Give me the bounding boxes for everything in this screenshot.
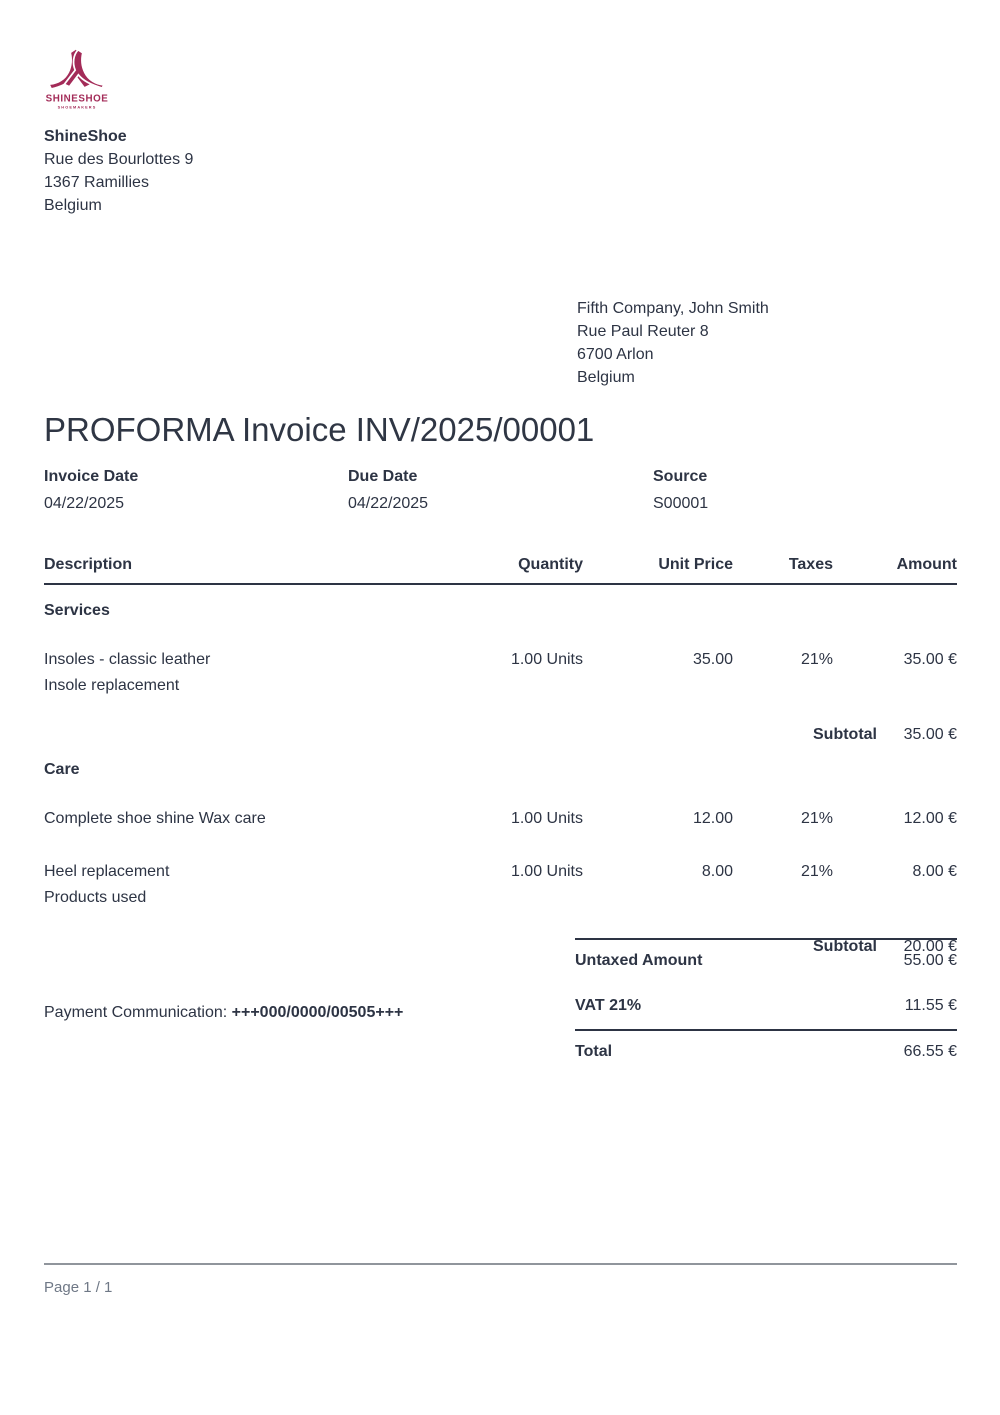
subtotal-row-services [44, 726, 957, 744]
product-description [44, 859, 433, 911]
product-taxes: 21% [800, 651, 833, 668]
logo-tagline: SHOEMAKERS [57, 105, 97, 110]
sender-city: 1367 Ramillies [44, 174, 149, 191]
invoice-date-label: Invoice Date [44, 468, 139, 485]
sender-address [44, 125, 193, 217]
product-name: Insoles - classic leather [44, 651, 211, 668]
payment-communication-value: +++000/0000/00505+++ [231, 1004, 404, 1021]
subtotal-amount: 20.00 € [903, 938, 957, 955]
page-number: Page 1 / 1 [44, 1279, 113, 1296]
total-row [575, 1029, 957, 1073]
shineshoe-logo-icon [42, 42, 112, 112]
section-row-services: Services [44, 602, 110, 619]
sender-street: Rue des Bourlottes 9 [44, 151, 194, 168]
product-taxes: 21% [800, 810, 833, 827]
untaxed-amount-row [575, 938, 957, 983]
invoice-title: PROFORMA Invoice INV/2025/00001 [44, 411, 595, 448]
vat-value: 11.55 € [904, 997, 957, 1014]
table-header-row [44, 551, 957, 585]
product-taxes: 21% [800, 863, 833, 880]
customer-name: Fifth Company, John Smith [577, 300, 769, 317]
subtotal-label: Subtotal [813, 726, 877, 743]
header-unit-price: Unit Price [658, 556, 733, 573]
untaxed-amount-value: 55.00 € [903, 952, 957, 969]
product-amount: 12.00 € [903, 810, 957, 827]
source-value: S00001 [653, 495, 709, 512]
sender-country: Belgium [44, 197, 102, 214]
product-amount: 8.00 € [912, 863, 957, 880]
totals-block [575, 938, 957, 1073]
page-footer [44, 1263, 957, 1296]
product-amount: 35.00 € [903, 651, 957, 668]
total-label: Total [575, 1043, 613, 1060]
customer-city: 6700 Arlon [577, 346, 654, 363]
table-row [44, 859, 957, 911]
sender-name: ShineShoe [44, 128, 127, 145]
invoice-date-value: 04/22/2025 [44, 495, 125, 512]
section-row-care: Care [44, 761, 80, 778]
invoice-meta [44, 468, 957, 513]
customer-country: Belgium [577, 369, 635, 386]
product-unit-price: 8.00 [701, 863, 733, 880]
untaxed-amount-label: Untaxed Amount [575, 952, 703, 969]
header-description: Description [44, 556, 133, 573]
product-quantity: 1.00 Units [510, 651, 583, 668]
table-row [44, 647, 957, 699]
source-label: Source [653, 468, 708, 485]
header-quantity: Quantity [518, 556, 583, 573]
product-unit-price: 35.00 [692, 651, 733, 668]
product-note: Products used [44, 889, 147, 906]
payment-communication-label: Payment Communication: [44, 1004, 228, 1021]
total-value: 66.55 € [903, 1043, 957, 1060]
product-unit-price: 12.00 [692, 810, 733, 827]
due-date-label: Due Date [348, 468, 418, 485]
product-description [44, 806, 433, 832]
vat-row [575, 983, 957, 1029]
customer-street: Rue Paul Reuter 8 [577, 323, 709, 340]
vat-label: VAT 21% [575, 997, 642, 1014]
invoice-date-block [44, 468, 348, 513]
customer-address [577, 297, 769, 389]
product-quantity: 1.00 Units [510, 863, 583, 880]
product-name: Heel replacement [44, 863, 170, 880]
header-amount: Amount [896, 556, 957, 573]
line-items-table [44, 551, 957, 956]
table-row [44, 806, 957, 832]
product-name: Complete shoe shine Wax care [44, 810, 266, 827]
subtotal-amount: 35.00 € [903, 726, 957, 743]
due-date-block [348, 468, 653, 513]
source-block [653, 468, 957, 513]
product-description [44, 647, 433, 699]
payment-communication [44, 1004, 403, 1022]
due-date-value: 04/22/2025 [348, 495, 429, 512]
product-note: Insole replacement [44, 677, 180, 694]
logo-wordmark: SHINESHOE [45, 93, 109, 105]
product-quantity: 1.00 Units [510, 810, 583, 827]
header-taxes: Taxes [788, 556, 833, 573]
subtotal-label: Subtotal [813, 938, 877, 955]
